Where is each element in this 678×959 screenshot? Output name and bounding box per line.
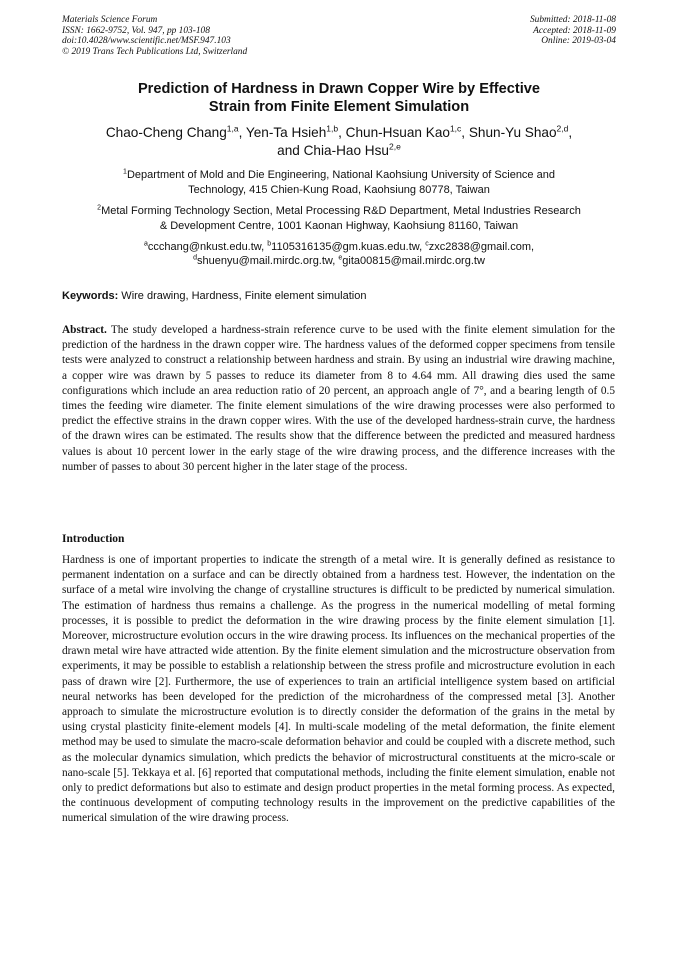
title-line-1: Prediction of Hardness in Drawn Copper Wire by Effective: [137, 81, 541, 97]
author-name: Chao-Cheng Chang: [105, 125, 227, 140]
keywords-text: Wire drawing, Hardness, Finite element simulation: [118, 290, 367, 302]
submitted-date: Submitted: 2018-11-08: [529, 15, 616, 25]
section-heading-introduction: Introduction: [62, 533, 125, 545]
author-sup: 1,c: [449, 123, 462, 134]
affiliation-1: [60, 168, 618, 197]
abstract-label: Abstract.: [62, 324, 107, 336]
online-date: Online: 2019-03-04: [541, 36, 616, 47]
accepted-date: Accepted: 2018-11-09: [533, 25, 616, 36]
journal-name: Materials Science Forum: [62, 15, 158, 25]
email-sup: e: [338, 254, 343, 262]
affiliation-sup: 2: [97, 204, 102, 212]
author-name: and Chia-Hao Hsu: [277, 143, 389, 158]
author-sep: ,: [461, 125, 469, 140]
keywords-label: Keywords:: [62, 290, 119, 302]
author-sep: ,: [238, 125, 246, 140]
journal-header: [62, 15, 247, 57]
email-sup: d: [193, 254, 197, 262]
author-name: Shun-Yu Shao: [468, 125, 557, 140]
affiliation-line: Metal Forming Technology Section, Metal Processing R&D Department, Metal Industries Research: [101, 205, 581, 217]
abstract-text: The study developed a hardness-strain reference curve to be used with the finite element simulation for the prediction of the hardness in the drawn copper wire. The hardness values of the deformed copper specimens from tensile tests were analyzed to construct a relationship between hardness and strain. By using an industrial wire drawing machine, a copper wire was drawn by 5 passes to reduce its diameter from 8 to 4.64 mm. All drawing dies used the same configurations which include an area reduction ratio of 20 percent, an approach angle of 7°, and a bearing length of 0.5 times the feeding wire diameter. The finite element simulations of the wire drawing processes were also performed to predict the effective strains in the drawn copper wires. With the use of the developed hardness-strain curve, the hardness of the drawn wires can be estimated. The results show that the difference between the predicted and measured hardness values is about 10 percent lower in the early stage of the wire drawing process, and the difference increases with the number of passes to about 30 percent higher in the later stage of the process.: [62, 324, 615, 473]
email-e: gita00815@mail.mirdc.org.tw: [342, 255, 485, 267]
abstract: [62, 323, 615, 475]
doi-line: doi:10.4028/www.scientific.net/MSF.947.103: [62, 36, 231, 47]
affiliation-line: Department of Mold and Die Engineering, National Kaohsiung University of Science and: [126, 169, 555, 181]
author-name: Chun-Hsuan Kao: [345, 125, 450, 140]
affiliation-line: Technology, 415 Chien-Kung Road, Kaohsiung 80778, Taiwan: [188, 183, 490, 196]
author-sup: 1,a: [226, 123, 239, 134]
title-line-2: Strain from Finite Element Simulation: [208, 99, 470, 115]
email-sup: c: [425, 240, 429, 248]
author-sep: ,: [338, 125, 346, 140]
copyright-line: © 2019 Trans Tech Publications Ltd, Switzerland: [62, 46, 248, 57]
introduction-body: Hardness is one of important properties to indicate the strength of a metal wire. It is generally defined as resistance to permanent indentation on a surface and can be directly obtained from a hardness test. However, the indentation on the surface of a metal wire involving the change of crystalline structures is difficult to be predicted by numerical simulation. The estimation of hardness thus remains a challenge. As the progress in the numerical modelling of metal forming processes, it is possible to predict the deformation in the wire drawing process by the finite element simulation [1]. Moreover, microstructure evolution occurs in the wire drawing process. Its influences on the mechanical properties of the drawn metal wire have attracted wide attention. By the finite element simulation and the microstructure observation from experiments, it may be possible to establish a relationship between the stress profile and microstructure evolution in each pass of drawn wire [2]. Furthermore, the use of experiences to train an artificial intelligence system based on artificial neural networks has been developed for the prediction of the microhardness of the compressed metal [3]. Another approach to simulate the microstructure evolution is to directly consider the deformation of the grains in the metal by using crystal plasticity finite-element models [4]. In multi-scale modeling of the metal deformation, the finite element method may be used to simulate the macro-scale deformation behavior and could be coupled with a discrete method, such as the molecular dynamics simulation, which predicts the behavior of microstructural constituents at the micro-scale or nano-scale [5]. Tekkaya et al. [6] reported that computational methods, including the finite element simulation, enable not only to predict deformations but also to estimate and design product properties in the metal forming process. As expected, the continuous development of computing technology results in the improvement on the predictive capabilities of the numerical simulation of the wire drawing process.: [62, 554, 615, 825]
author-sup: 1,b: [326, 123, 339, 134]
paper-title: [60, 80, 618, 116]
email-d: shuenyu@mail.mirdc.org.tw,: [196, 255, 339, 267]
email-b: 1105316135@gm.kuas.edu.tw,: [271, 241, 426, 253]
author-sup: 2,d: [556, 123, 569, 134]
keywords: [62, 290, 366, 302]
author-sep: ,: [568, 125, 573, 140]
email-c: zxc2838@gmail.com,: [428, 241, 535, 253]
email-a: ccchang@nkust.edu.tw,: [147, 241, 268, 253]
dates-header: [530, 15, 616, 47]
affiliation-line: & Development Centre, 1001 Kaonan Highway, Kaohsiung 81160, Taiwan: [159, 219, 519, 232]
affiliation-2: [60, 204, 618, 233]
email-sup: b: [267, 240, 272, 248]
author-sup: 2,e: [389, 141, 401, 152]
issn-line: ISSN: 1662-9752, Vol. 947, pp 103-108: [62, 25, 210, 36]
author-list: [55, 124, 623, 160]
affiliation-sup: 1: [123, 168, 127, 176]
email-sup: a: [143, 240, 148, 248]
author-emails: [60, 240, 618, 268]
author-name: Yen-Ta Hsieh: [245, 125, 327, 140]
